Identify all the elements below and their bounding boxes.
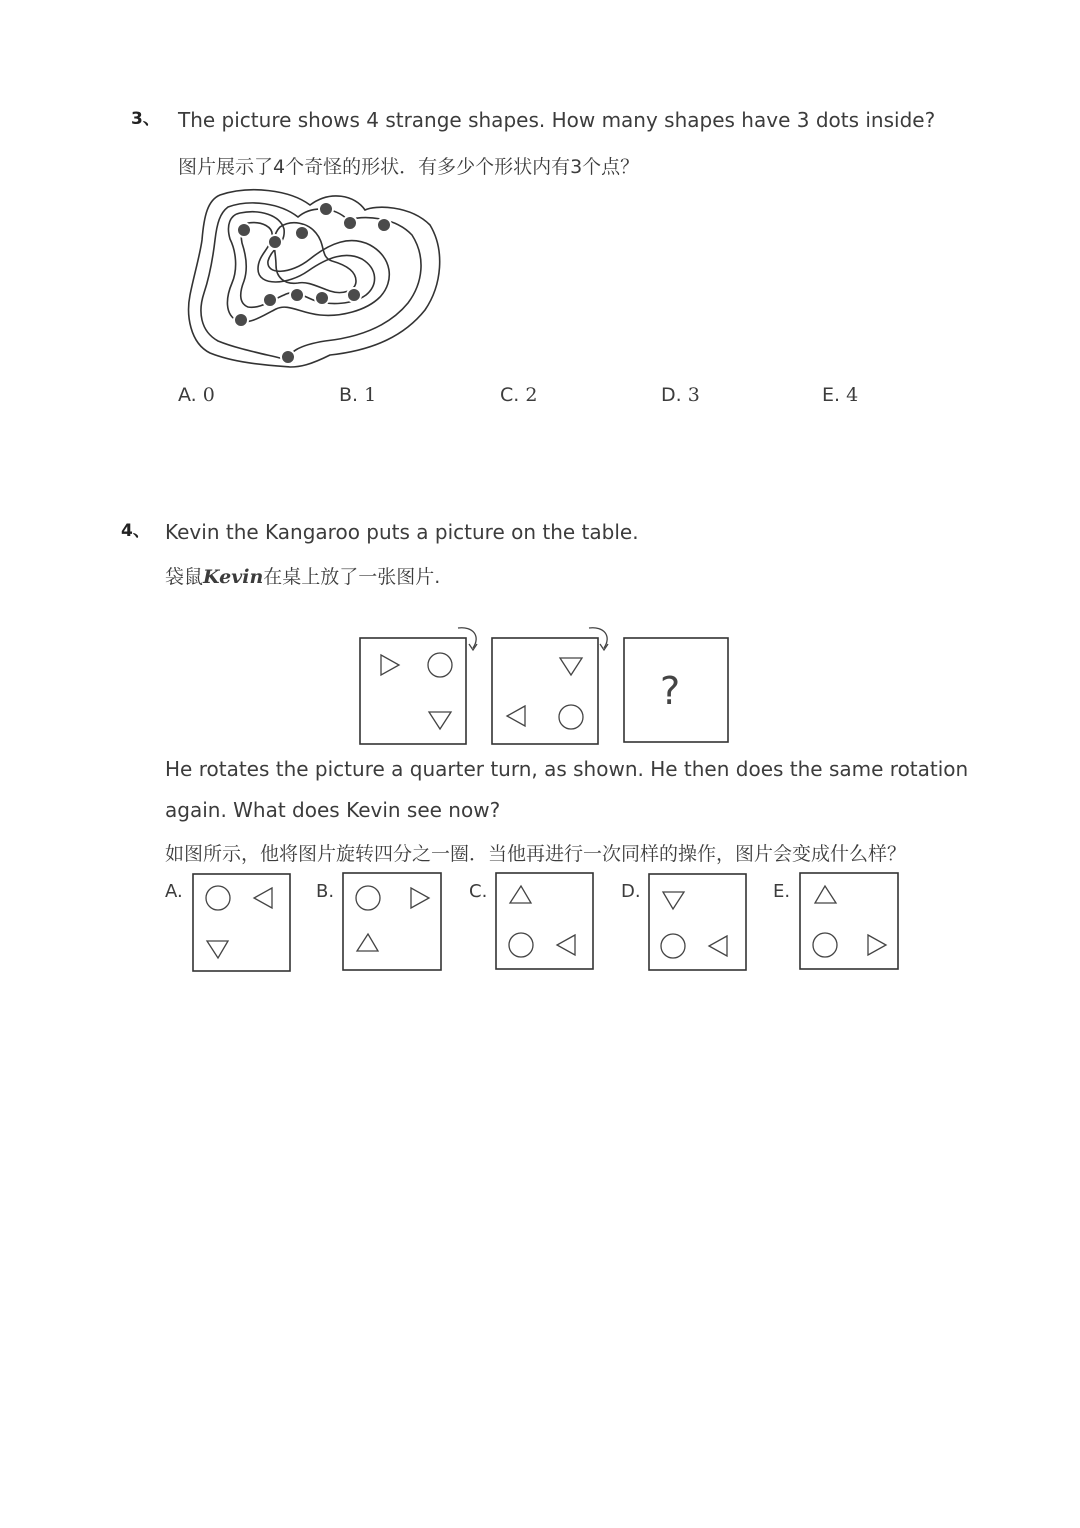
q3-option-c[interactable]: C. 2 — [500, 384, 538, 406]
dot — [377, 218, 391, 232]
question-3-number: 3、 — [131, 109, 160, 129]
q3-option-e[interactable]: E. 4 — [822, 384, 859, 406]
question-mark: ? — [660, 669, 681, 713]
picture-rotated-box — [492, 638, 598, 744]
question-4-text-zh: 袋鼠Kevin在桌上放了一张图片. — [165, 566, 441, 588]
q3-option-a[interactable]: A. 0 — [178, 384, 215, 406]
dot — [281, 350, 295, 364]
q4-option-b-label[interactable]: B. — [316, 881, 335, 902]
q4-option-d[interactable] — [647, 872, 747, 972]
rotation-sequence-figure — [355, 620, 735, 748]
strange-shapes-figure — [180, 185, 450, 375]
q4-option-d-label[interactable]: D. — [621, 881, 641, 902]
q4-option-c[interactable] — [495, 872, 595, 972]
q3-option-d[interactable]: D. 3 — [661, 384, 700, 406]
shape-core-outline — [274, 223, 356, 293]
dot — [234, 313, 248, 327]
kevin-name: Kevin — [203, 566, 264, 588]
dot — [347, 288, 361, 302]
dot — [290, 288, 304, 302]
dot — [295, 226, 309, 240]
picture-original-box — [360, 638, 466, 744]
q4-option-e-label[interactable]: E. — [773, 881, 791, 902]
q3-option-b[interactable]: B. 1 — [339, 384, 377, 406]
dot — [319, 202, 333, 216]
dot — [343, 216, 357, 230]
shape-outer-outline — [189, 190, 440, 367]
q4-option-a-label[interactable]: A. — [165, 881, 183, 902]
q4-option-e[interactable] — [799, 872, 899, 972]
question-4-text-zh-2: 如图所示，他将图片旋转四分之一圈．当他再进行一次同样的操作，图片会变成什么样？ — [165, 843, 907, 865]
dot — [268, 235, 282, 249]
question-4-text-en: Kevin the Kangaroo puts a picture on the table. — [165, 520, 639, 544]
q4-option-b[interactable] — [342, 872, 442, 972]
q4-option-a[interactable] — [192, 872, 292, 972]
question-4-text-en-2b: again. What does Kevin see now? — [165, 798, 501, 822]
dot — [263, 293, 277, 307]
question-4-number: 4、 — [121, 521, 150, 541]
dot — [315, 291, 329, 305]
question-3-text-en: The picture shows 4 strange shapes. How many shapes have 3 dots inside? — [178, 108, 936, 132]
dot — [237, 223, 251, 237]
question-3-text-zh: 图片展示了4个奇怪的形状．有多少个形状内有3个点？ — [178, 156, 640, 178]
q4-option-c-label[interactable]: C. — [469, 881, 488, 902]
question-4-text-en-2a: He rotates the picture a quarter turn, as shown. He then does the same rotation — [165, 757, 969, 781]
